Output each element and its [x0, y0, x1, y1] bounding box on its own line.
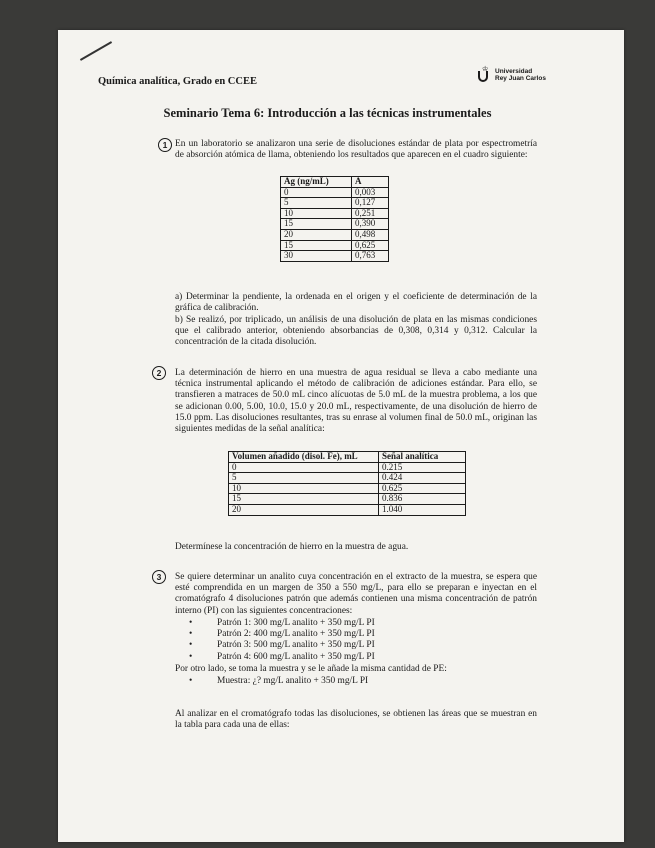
- table-cell: 20: [281, 229, 352, 240]
- table-cell: 1.040: [379, 504, 466, 515]
- question-number-1: 1: [158, 138, 172, 152]
- q3-closing: Al analizar en el cromatógrafo todas las disoluciones, se obtienen las áreas que se muestran en la tabla para cada una de ellas:: [175, 709, 537, 731]
- table-cell: 0,251: [352, 208, 389, 219]
- table-cell: 5: [281, 198, 352, 209]
- q1-intro: En un laboratorio se analizaron una serie de disoluciones estándar de plata por espectrometría de absorción atómica de llama, obteniendo los resultados que aparecen en el cuadro siguiente:: [175, 139, 537, 161]
- table-row: [281, 240, 389, 251]
- question-number-3: 3: [152, 570, 166, 584]
- table-cell: 15: [281, 240, 352, 251]
- table-cell: 0,003: [352, 187, 389, 198]
- table-cell: 0.836: [379, 494, 466, 505]
- list-item: • Patrón 3: 500 mg/L analito + 350 mg/L PI: [217, 640, 375, 651]
- table-cell: 20: [229, 504, 379, 515]
- table-row: [281, 187, 389, 198]
- table-cell: 0: [229, 462, 379, 473]
- table-cell: 0,498: [352, 229, 389, 240]
- table-row: [229, 473, 466, 484]
- table-row: [229, 483, 466, 494]
- table-cell: 5: [229, 473, 379, 484]
- table-cell: 0.625: [379, 483, 466, 494]
- q1-part-a: a) Determinar la pendiente, la ordenada en el origen y el coeficiente de determinación de la gráfica de calibración.: [175, 292, 537, 314]
- page-title: Seminario Tema 6: Introducción a las técnicas instrumentales: [163, 106, 492, 120]
- university-name-line1: Universidad: [495, 67, 533, 75]
- table-header: Volumen añadido (disol. Fe), mL: [229, 452, 379, 463]
- table-cell: 0.424: [379, 473, 466, 484]
- table-header: A: [352, 177, 389, 188]
- table-row: [229, 494, 466, 505]
- table-cell: 30: [281, 251, 352, 262]
- table-row: [281, 229, 389, 240]
- table-header: Señal analítica: [379, 452, 466, 463]
- q1-part-b: b) Se realizó, por triplicado, un análisis de una disolución de plata en las mismas condiciones que el calibrado anterior, obteniendo absorbancias de 0,308, 0,314 y 0,312. Calcular la concentración de la citada disolución.: [175, 315, 537, 348]
- table-cell: 15: [281, 219, 352, 230]
- muestra-list: [175, 676, 368, 687]
- table-row: [229, 462, 466, 473]
- table-cell: 0: [281, 187, 352, 198]
- q2-text: La determinación de hierro en una muestra de agua residual se lleva a cabo mediante una técnica instrumental aplicando el método de calibración de adiciones estándar. Para ello, se transfieren a matraces de 50.0 mL cinco alícuotas de 5.0 mL de la muestra problema, a los que se adicionan 0.00, 5.00, 10.0, 15.0 y 20.0 mL, respectivamente, de una disolución de hierro de 15.0 ppm. Las disoluciones resultantes, tras su enrase al volumen final de 50.0 mL, originan las siguientes medidas de la señal analítica:: [175, 368, 537, 435]
- table-cell: 10: [229, 483, 379, 494]
- crown-u-icon: ♔: [478, 66, 492, 84]
- list-item: • Patrón 1: 300 mg/L analito + 350 mg/L PI: [217, 618, 375, 629]
- table-cell: 0,127: [352, 198, 389, 209]
- university-logo: [478, 66, 546, 84]
- q2-question: Determínese la concentración de hierro en la muestra de agua.: [175, 542, 409, 552]
- table-row: [281, 251, 389, 262]
- table-cell: 0,625: [352, 240, 389, 251]
- list-item: • Patrón 4: 600 mg/L analito + 350 mg/L PI: [217, 652, 375, 663]
- university-name-line2: Rey Juan Carlos: [495, 75, 546, 82]
- table-row: [229, 504, 466, 515]
- iron-additions-table: [228, 451, 466, 516]
- q3-other-side: Por otro lado, se toma la muestra y se le añade la misma cantidad de PE:: [175, 664, 447, 674]
- pen-mark: [80, 41, 112, 61]
- list-item: • Muestra: ¿? mg/L analito + 350 mg/L PI: [217, 676, 368, 687]
- patron-list: [175, 618, 375, 663]
- table-cell: 0.215: [379, 462, 466, 473]
- table-row: [281, 208, 389, 219]
- course-header: Química analítica, Grado en CCEE: [98, 76, 257, 87]
- table-cell: 0,763: [352, 251, 389, 262]
- list-item: • Patrón 2: 400 mg/L analito + 350 mg/L PI: [217, 629, 375, 640]
- silver-calibration-table: [280, 176, 389, 262]
- table-cell: 0,390: [352, 219, 389, 230]
- table-cell: 10: [281, 208, 352, 219]
- question-number-2: 2: [152, 366, 166, 380]
- table-row: [281, 198, 389, 209]
- table-row: [281, 219, 389, 230]
- table-cell: 15: [229, 494, 379, 505]
- table-header: Ag (ng/mL): [281, 177, 352, 188]
- q3-text: Se quiere determinar un analito cuya concentración en el extracto de la muestra, se espera que esté comprendida en un margen de 350 a 550 mg/L, para ello se preparan e inyectan en el cromatógrafo 4 disoluciones patrón que además contienen una misma concentración de patrón interno (PI) con las siguientes concentraciones:: [175, 572, 537, 616]
